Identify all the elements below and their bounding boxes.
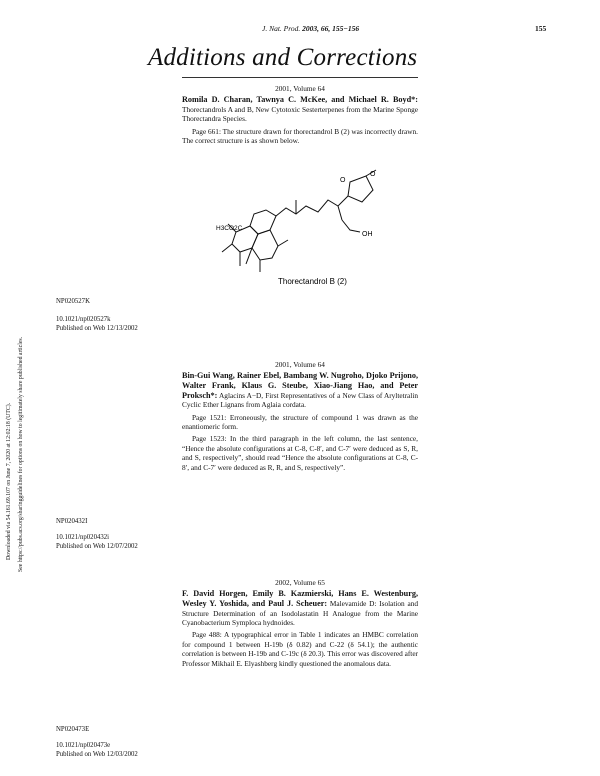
- doi: 10.1021/np020527k: [56, 316, 111, 323]
- correction-paragraph: Page 488: A typographical error in Table 1 indicates an HMBC correlation for compound 1 between H-19b (δ 0.82) and C-22 (δ 54.1); the authentic correlation is between H-19b and C-19c (δ 20.3). This error was discovered after Professor Mikhail E. Elyashberg kindly questioned the anomalous data.: [182, 630, 418, 668]
- title-rule: [182, 77, 418, 78]
- article-title: Aglacins A−D, First Representatives of a New Class of Aryltetralin Cyclic Ether Lignans from Aglaia cordata.: [182, 390, 418, 410]
- entry-1-doi: [56, 316, 216, 333]
- page-title: Additions and Corrections: [148, 44, 418, 71]
- article-title: Malevamide D: Isolation and Structure Determination of an Isodolastatin H Analogue from the Marine Cyanobacterium Symploca hydnoides.: [182, 599, 419, 627]
- correction-paragraph-1: Page 1521: Erroneously, the structure of compound 1 was drawn as the enantiomeric form.: [182, 412, 418, 431]
- figure-caption: Thorectandrol B (2): [278, 277, 347, 286]
- volume-label: 2001, Volume 64: [275, 84, 325, 93]
- authors: Bin-Gui Wang, Rainer Ebel, Bambang W. Nugroho, Djoko Prijono, Walter Frank, Klaus G. Steube, Xiao-Jiang Hao, and Peter Proksch*:: [182, 371, 418, 400]
- entry-2-doi: [56, 534, 216, 551]
- correction-paragraph: Page 661: The structure drawn for thorectandrol B (2) was incorrectly drawn. The correct structure is as shown below.: [182, 126, 418, 146]
- hydroxyl-label: OH: [362, 231, 373, 238]
- correction-entry-2: [182, 360, 418, 472]
- ring-oxygen-label: O: [340, 177, 346, 184]
- authors: Romila D. Charan, Tawnya C. McKee, and Michael R. Boyd*:: [182, 95, 418, 105]
- entry-2-np-code: NP020432I: [56, 518, 88, 525]
- doi: 10.1021/np020432i: [56, 534, 110, 541]
- entry-3-np-code: NP020473E: [56, 726, 90, 733]
- download-notice: [6, 240, 32, 580]
- download-notice-line-1: Downloaded via 54.161.69.107 on June 7, 2020 at 12:02:18 (UTC).: [6, 402, 12, 560]
- ester-label: H3CO2C: [216, 225, 243, 232]
- published-date: Published on Web 12/03/2002: [56, 750, 138, 758]
- published-date: Published on Web 12/13/2002: [56, 324, 138, 332]
- correction-paragraph-2: Page 1523: In the third paragraph in the left column, the last sentence, “Hence the absolute configurations at C-8, C-8′, and C-7′ were deduced as S, R, and S, respectively”, should read “Hence the absolute configurations at C-8, C-8′, and C-7′ were deduced as R, R, and S, respectively”.: [182, 434, 418, 472]
- published-date: Published on Web 12/07/2002: [56, 542, 138, 550]
- author-line: [182, 589, 418, 627]
- author-line: [182, 371, 418, 409]
- journal-citation: J. Nat. Prod. 2003, 66, 155−156: [262, 24, 360, 33]
- author-line: [182, 95, 418, 123]
- volume-label: 2002, Volume 65: [275, 578, 325, 587]
- thorectandrol-structure: [210, 168, 390, 290]
- carbonyl-oxygen-label: O: [370, 171, 376, 178]
- page-number: 155: [535, 24, 547, 33]
- article-title: Thorectandrols A and B, New Cytotoxic Sesterterpenes from the Marine Sponge Thorectandra Species.: [182, 105, 418, 124]
- doi: 10.1021/np020473e: [56, 742, 111, 749]
- correction-entry-1: [182, 84, 418, 146]
- volume-label: 2001, Volume 64: [275, 360, 325, 369]
- download-notice-line-2: See https://pubs.acs.org/sharingguidelines for options on how to legitimately share published articles.: [18, 336, 24, 572]
- correction-entry-3: [182, 578, 418, 668]
- authors: F. David Horgen, Emily B. Kazmierski, Hans E. Westenburg, Wesley Y. Yoshida, and Paul J. Scheuer:: [182, 589, 418, 608]
- entry-1-np-code: NP020527K: [56, 298, 90, 305]
- entry-3-doi: [56, 742, 216, 759]
